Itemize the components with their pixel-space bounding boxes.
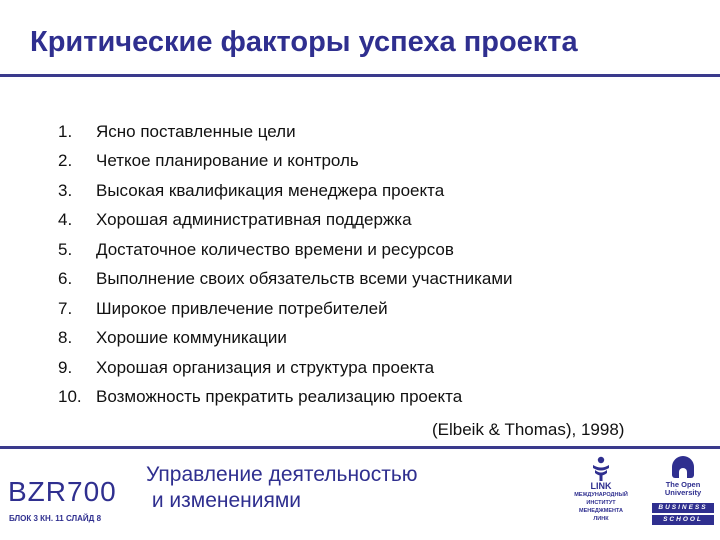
list-item — [58, 353, 513, 383]
list-text: Хорошие коммуникации — [96, 328, 287, 348]
list-text: Ясно поставленные цели — [96, 121, 296, 141]
list-number: 8. — [58, 328, 73, 348]
list-text: Четкое планирование и контроль — [96, 151, 359, 171]
list-text: Хорошая административная поддержка — [96, 210, 412, 230]
list-text: Возможность прекратить реализацию проекта — [96, 387, 463, 407]
business-school-bar: BUSINESS — [652, 503, 714, 513]
list-item — [58, 265, 513, 295]
list-number: 3. — [58, 180, 73, 200]
link-logo-word: LINK — [590, 481, 612, 491]
list-item — [58, 324, 513, 354]
list-item — [58, 176, 513, 206]
course-name: Управление деятельностью и изменениями — [146, 463, 418, 512]
link-logo-line: МЕНЕДЖМЕНТА — [579, 508, 623, 514]
factors-list — [58, 117, 513, 412]
list-item — [58, 147, 513, 177]
list-item — [58, 235, 513, 265]
open-university-shield-icon — [672, 456, 694, 478]
list-text: Широкое привлечение потребителей — [96, 298, 388, 318]
title-divider — [0, 74, 720, 77]
list-number: 7. — [58, 298, 73, 318]
list-number: 1. — [58, 121, 73, 141]
link-institute-logo — [570, 455, 632, 535]
ou-logo-line: University — [664, 488, 702, 497]
list-number: 9. — [58, 357, 73, 377]
list-item — [58, 294, 513, 324]
business-school-bar: SCHOOL — [652, 515, 714, 525]
list-number: 5. — [58, 239, 73, 259]
list-number: 10. — [58, 387, 82, 407]
list-number: 2. — [58, 151, 73, 171]
list-item — [58, 206, 513, 236]
list-text: Достаточное количество времени и ресурсов — [96, 239, 454, 259]
citation: (Elbeik & Thomas), 1998) — [432, 420, 625, 439]
list-item — [58, 117, 513, 147]
list-item — [58, 383, 513, 413]
slide-reference: БЛОК 3 КН. 11 СЛАЙД 8 — [9, 514, 102, 523]
course-code: BZR700 — [8, 476, 117, 507]
list-text: Выполнение своих обязательств всеми участниками — [96, 269, 513, 289]
open-university-logo — [652, 456, 714, 536]
list-text: Хорошая организация и структура проекта — [96, 357, 435, 377]
link-logo-line: МЕЖДУНАРОДНЫЙ — [574, 492, 628, 498]
list-text: Высокая квалификация менеджера проекта — [96, 180, 445, 200]
link-emblem-icon — [590, 455, 612, 481]
ou-logo-line: The Open — [665, 480, 701, 489]
link-logo-line: ИНСТИТУТ — [586, 500, 616, 506]
list-number: 6. — [58, 269, 73, 289]
link-logo-line: ЛИНК — [593, 516, 609, 522]
page-title: Критические факторы успеха проекта — [30, 26, 578, 58]
footer-divider — [0, 446, 720, 449]
list-number: 4. — [58, 210, 73, 230]
